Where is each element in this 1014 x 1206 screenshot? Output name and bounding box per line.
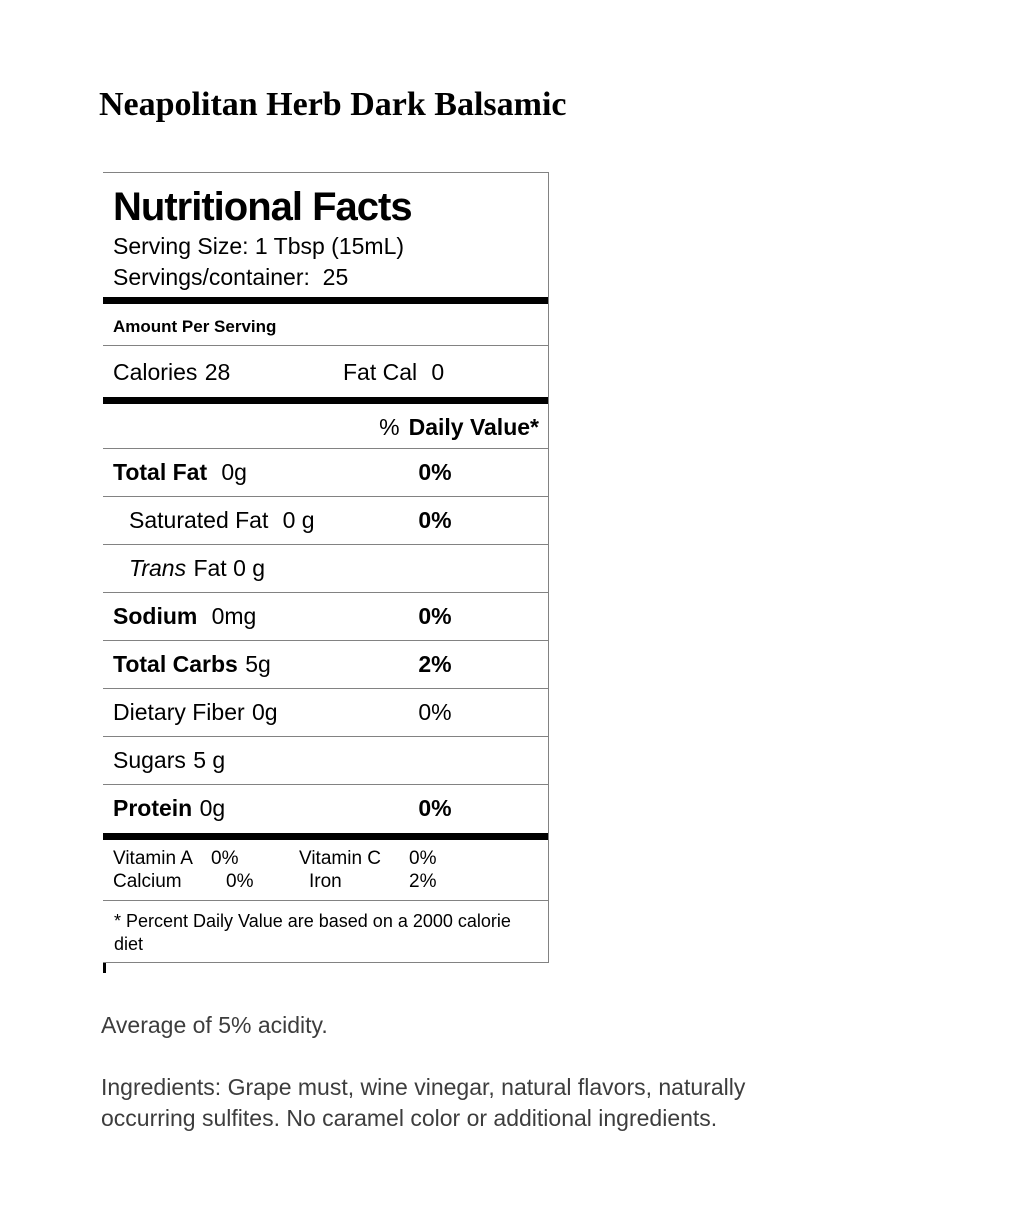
nutrient-name: Total Fat [113,459,208,485]
nutrient-row-saturated-fat [103,497,548,545]
nutrient-dv: 2% [418,651,452,677]
iron-value: 2% [409,871,437,892]
daily-value-text: Daily Value* [408,414,539,440]
label-title: Nutritional Facts [113,185,412,229]
nutrient-row-protein [103,785,548,833]
thick-divider [103,397,548,404]
iron-label: Iron [309,871,342,892]
calcium-label: Calcium [113,871,182,892]
nutrient-amount: 0mg [211,603,257,629]
percent-sign: % [379,414,400,440]
amount-per-serving-label: Amount Per Serving [113,317,277,336]
fat-cal-label: Fat Cal [343,359,418,385]
page-title: Neapolitan Herb Dark Balsamic [99,86,567,123]
ingredients-note: Ingredients: Grape must, wine vinegar, natural flavors, naturally occurring sulfites. No caramel color or additional ingredients. [101,1074,746,1131]
nutrient-dv: 0% [418,507,452,533]
nutrient-row-sodium [103,593,548,641]
calories-label: Calories [113,359,198,385]
nutrient-row-sugars [103,737,548,785]
nutrient-amount: 0g [221,459,247,485]
thick-divider [103,833,548,840]
serving-size: Serving Size: 1 Tbsp (15mL) [113,233,405,259]
vitamin-line-1 [103,848,548,871]
nutrient-amount: 0g [199,795,226,821]
nutrient-row-dietary-fiber [103,689,548,737]
nutrient-name: Total Carbs [113,651,238,677]
fat-cal-value: 0 [431,359,445,385]
vitamins-section [103,840,548,901]
vitamin-a-value: 0% [211,848,239,869]
nutrient-dv: 0% [418,795,452,821]
nutrient-dv: 0% [418,699,452,725]
vitamin-c-label: Vitamin C [299,848,382,869]
servings-per-container: Servings/container: 25 [113,264,349,290]
nutrient-name-rest: Fat 0 g [193,555,266,581]
nutrient-row-total-carbs [103,641,548,689]
nutrient-amount: 5 g [193,747,226,773]
calcium-value: 0% [226,871,254,892]
calories-row [103,346,548,397]
nutrient-dv: 0% [418,603,452,629]
daily-value-header [103,404,548,449]
fat-calories [343,359,444,386]
nutrient-amount: 0g [252,699,278,725]
vitamin-a-label: Vitamin A [113,848,193,869]
amount-per-serving-row [103,304,548,346]
daily-value-footnote: * Percent Daily Value are based on a 2000 calorie diet [114,911,511,954]
label-header [103,173,548,297]
nutrient-row-total-fat [103,449,548,497]
nutrient-name-italic: Trans [129,555,187,581]
calories-value: 28 [204,359,231,385]
nutrient-row-trans-fat [103,545,548,593]
acidity-note: Average of 5% acidity. [101,1012,328,1038]
nutrient-name: Protein [113,795,193,821]
nutrition-facts-label [103,172,549,963]
nutrient-name: Saturated Fat [129,507,269,533]
nutrient-name: Sugars [113,747,186,773]
vitamin-c-value: 0% [409,848,437,869]
thick-divider [103,297,548,304]
nutrient-amount: 5g [245,651,271,677]
nutrient-name: Dietary Fiber [113,699,245,725]
nutrient-dv: 0% [418,459,452,485]
nutrient-amount: 0 g [282,507,315,533]
nutrient-name: Sodium [113,603,198,629]
vitamin-line-2 [103,871,548,894]
